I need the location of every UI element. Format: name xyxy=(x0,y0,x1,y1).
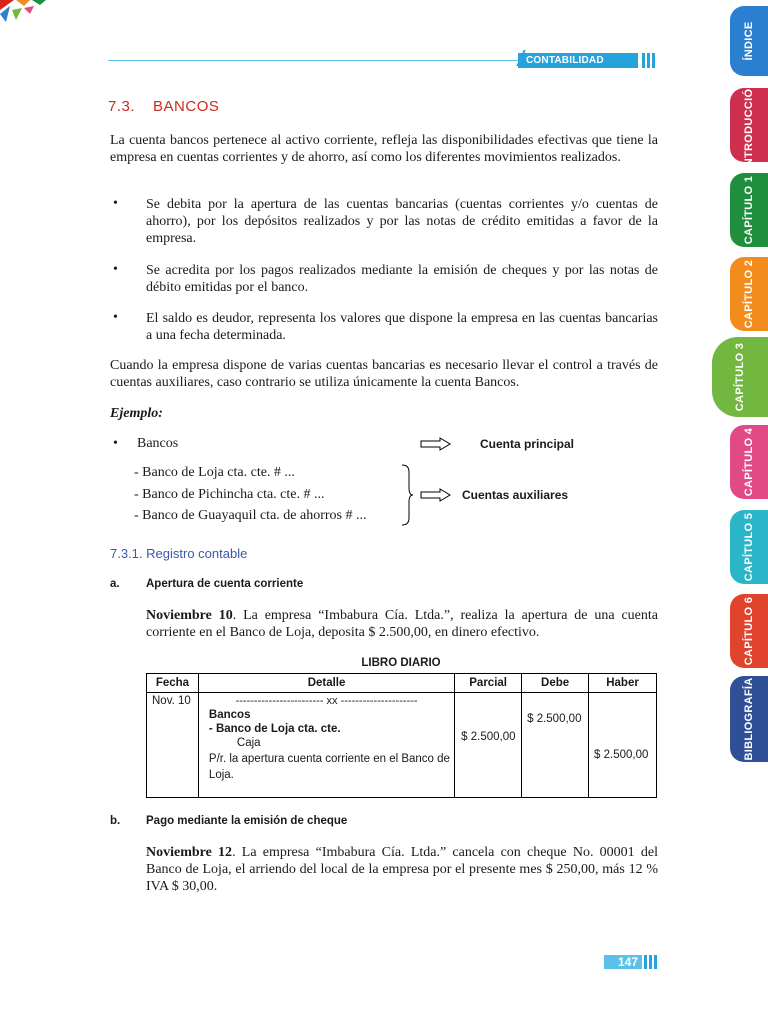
tab-label: CAPÍTULO 2 xyxy=(743,259,755,329)
tab-bibliografia[interactable] xyxy=(730,676,768,762)
aux-account-item: - Banco de Pichincha cta. cte. # ... xyxy=(134,487,325,502)
aux-account-item: - Banco de Loja cta. cte. # ... xyxy=(134,465,295,480)
bullet-balance: El saldo es deudor, representa los valores que dispone la empresa en las cuentas bancarias a una fecha determinada. xyxy=(146,311,658,343)
item-a-paragraph xyxy=(146,607,658,641)
item-b-text: . La empresa “Imbabura Cía. Ltda.” cancela con cheque No. 00001 del Banco de Loja, el arriendo del local de la empresa por el presente mes $ 250,00, más 12 % IVA $ 30,00. xyxy=(146,845,658,894)
journal-entry-row xyxy=(147,693,657,798)
tab-label: ÍNDICE xyxy=(743,21,755,61)
column-header: Debe xyxy=(522,674,589,693)
journal-table xyxy=(146,673,657,798)
header-bars xyxy=(642,53,657,72)
bullet-symbol: • xyxy=(113,196,118,211)
subsection-heading xyxy=(110,546,247,561)
item-b-date: Noviembre 12 xyxy=(146,845,233,860)
section-number: 7.3. xyxy=(108,98,136,115)
bullet-credit: Se acredita por los pagos realizados mediante la emisión de cheques y por las notas de débito emitidas por el banco. xyxy=(146,263,658,295)
entry-parcial: $ 2.500,00 xyxy=(461,731,516,743)
tab-label: BIBLIOGRAFÍA xyxy=(743,677,755,761)
subsection-title: 7.3.1. Registro contable xyxy=(110,546,248,561)
bullet-debit: Se debita por la apertura de las cuentas bancarias (cuentas corrientes y/o cuentas de ahorro), por los depósitos realizados y por las notas de crédito emitidas a favor de la empresa. xyxy=(146,197,658,246)
intro-paragraph: La cuenta bancos pertenece al activo corriente, refleja las disponibilidades efectivas que tiene la empresa en cuentas corrientes y de ahorro, así como los diferentes movimientos realizados. xyxy=(110,133,658,165)
bullet-symbol: • xyxy=(113,262,118,277)
aux-accounts-label: Cuentas auxiliares xyxy=(462,488,569,502)
tab-capitulo-4[interactable] xyxy=(730,425,768,499)
arrow-right-icon xyxy=(420,488,452,502)
tab-capitulo-3[interactable] xyxy=(712,337,768,417)
arrow-right-icon xyxy=(420,437,452,451)
column-header: Parcial xyxy=(455,674,522,693)
tab-label: CAPÍTULO 6 xyxy=(743,596,755,666)
item-b-paragraph xyxy=(146,844,658,895)
bullet-symbol: • xyxy=(113,310,118,325)
tab-label: INTRODUCCIÓN xyxy=(743,80,755,170)
item-b-title: Pago mediante la emisión de cheque xyxy=(146,815,348,827)
item-a-text: . La empresa “Imbabura Cía. Ltda.”, realiza la apertura de una cuenta corriente en el Banco de Loja, deposita $ 2.500,00, en dinero efectivo. xyxy=(146,608,658,640)
bullet-symbol: • xyxy=(113,436,118,451)
page-number-bars xyxy=(644,955,659,974)
section-title: BANCOS xyxy=(153,98,220,115)
aux-account-item: - Banco de Guayaquil cta. de ahorros # ... xyxy=(134,508,367,523)
entry-line-caja: Caja xyxy=(236,737,261,749)
item-letter: b. xyxy=(110,815,121,827)
curly-brace-icon xyxy=(400,464,414,526)
header-band-title: CONTABILIDAD GENERAL xyxy=(518,53,638,68)
header-rule xyxy=(108,60,520,61)
page-number: 147 xyxy=(604,955,642,969)
tab-indice[interactable] xyxy=(730,6,768,76)
item-a-title: Apertura de cuenta corriente xyxy=(146,578,304,590)
entry-line-subaccount: - Banco de Loja cta. cte. xyxy=(208,723,341,735)
corner-decoration xyxy=(0,0,60,40)
tab-label: CAPÍTULO 1 xyxy=(743,175,755,245)
example-main-account: Bancos xyxy=(137,436,179,451)
tab-label: CAPÍTULO 5 xyxy=(743,512,755,582)
control-paragraph: Cuando la empresa dispone de varias cuentas bancarias es necesario llevar el control a través de cuentas auxiliares, caso contrario se utiliza únicamente la cuenta Bancos. xyxy=(110,358,658,390)
item-a-date: Noviembre 10 xyxy=(146,608,233,623)
entry-line-bancos: Bancos xyxy=(208,709,251,721)
entry-date: Nov. 10 xyxy=(152,695,191,707)
tab-label: CAPÍTULO 4 xyxy=(743,427,755,497)
example-heading: Ejemplo: xyxy=(110,406,163,421)
entry-description: P/r. la apertura cuenta corriente en el Banco de Loja. xyxy=(208,753,450,781)
tab-capitulo-1[interactable] xyxy=(730,173,768,247)
column-header: Fecha xyxy=(147,674,199,693)
tab-label: CAPÍTULO 3 xyxy=(734,342,746,412)
entry-separator: ------------------------ xx --------------------- xyxy=(235,695,418,707)
column-header: Detalle xyxy=(198,674,454,693)
tab-introduccion[interactable] xyxy=(730,80,768,170)
tab-capitulo-2[interactable] xyxy=(730,257,768,331)
journal-title: LIBRO DIARIO xyxy=(361,657,441,669)
item-letter: a. xyxy=(110,578,120,590)
section-heading xyxy=(108,98,219,115)
entry-haber: $ 2.500,00 xyxy=(594,749,649,761)
tab-capitulo-5[interactable] xyxy=(730,510,768,584)
column-header: Haber xyxy=(589,674,657,693)
journal-header-row xyxy=(147,674,657,693)
tab-capitulo-6[interactable] xyxy=(730,594,768,668)
entry-debe: $ 2.500,00 xyxy=(527,713,582,725)
main-account-label: Cuenta principal xyxy=(480,437,575,451)
